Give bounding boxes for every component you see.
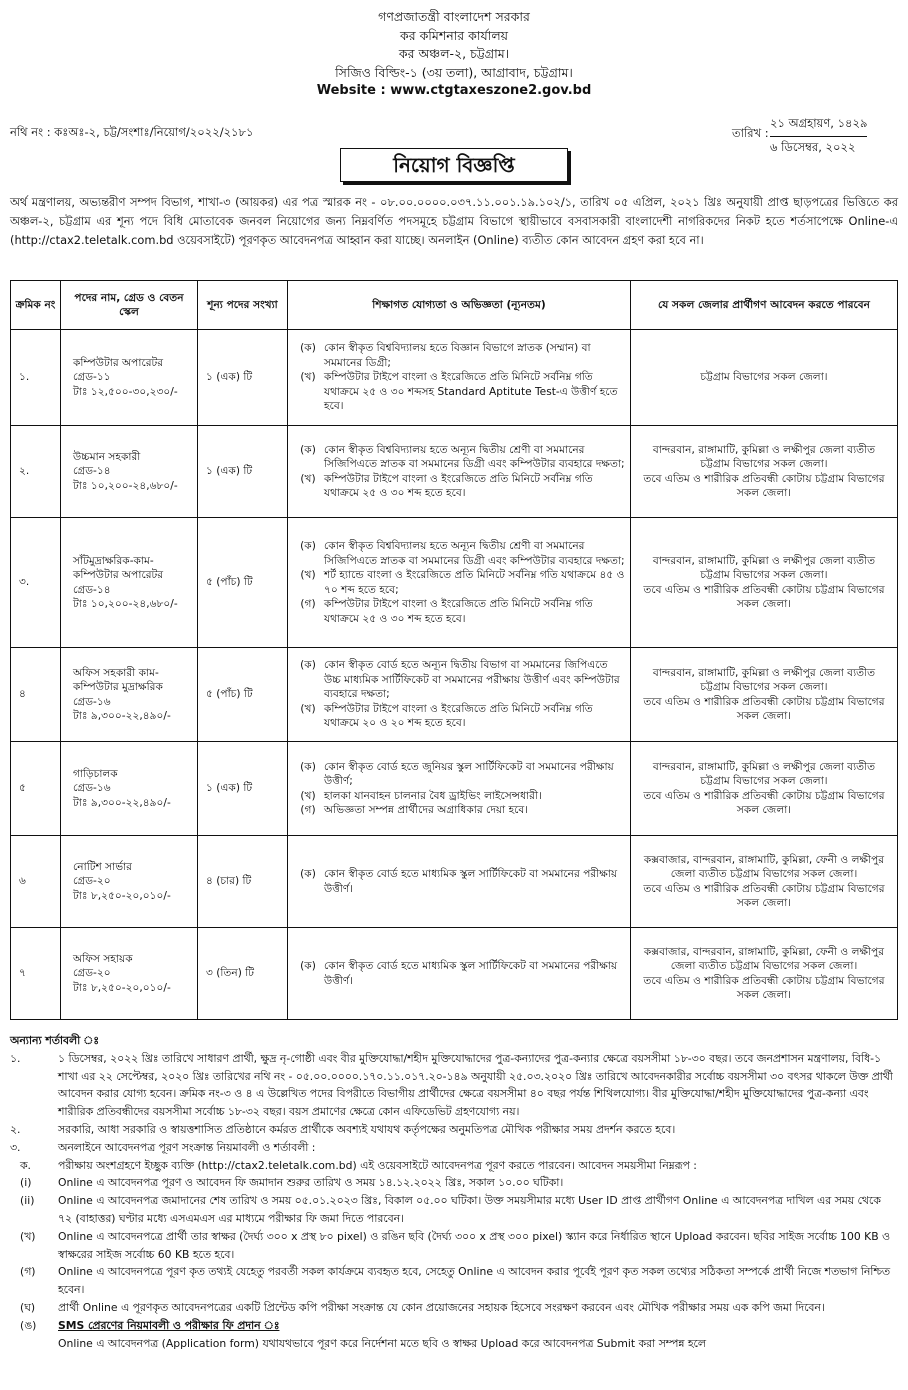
col-vacancy: শূন্য পদের সংখ্যা <box>198 281 288 330</box>
term-1: ১. ১ ডিসেম্বর, ২০২২ খ্রিঃ তারিখে সাধারণ প্রার্থী, ক্ষুদ্র নৃ-গোষ্ঠী এবং বীর মুক্তিযোদ্ধা/শহীদ মুক্তিযোদ্ধাদের পুত্র-কন্যাদের পুত্র-কন্যার ক্ষেত্রে বয়সসীমা ১৮-৩০ বছর। তবে জনপ্রশাসন মন্ত্রণালয়, বিধি-১ শাখা এর ২২ সেপ্টেম্বর, ২০২০ খ্রিঃ তারিখের নথি নং - ০৫.০০.০০০০.১৭০.১১.০১৭.২০-১৪৯ অনুযায়ী ২৫.০৩.২০২০ খ্রিঃ তারিখে আবেদনকারীর সর্বোচ্চ বয়সসীমা ৩০ বৎসর থাকলে উক্ত প্রার্থী আবেদন করার যোগ্য হবেন। ক্রমিক নং-৩ ও ৪ এ উল্লেখিত পদের বিপরীতে বিভাগীয় প্রার্থীদের ক্ষেত্রে বয়সসীমা ৪০ বছর পর্যন্ত শিথিলযোগ্য। বীর মুক্তিযোদ্ধা/শহীদ মুক্তিযোদ্ধাদের পুত্র-কন্যা এবং শারীরিক প্রতিবন্ধীদের বয়সসীমা সর্বোচ্চ ১৮-৩২ বছর। বয়স প্রমাণের ক্ষেত্রে কোন এফিডেভিট গ্রহণযোগ্য নয়। <box>10 1050 898 1121</box>
date-bangla: ২১ অগ্রহায়ণ, ১৪২৯ <box>770 115 867 137</box>
zone-name: কর অঞ্চল-২, চট্টগ্রাম। <box>398 46 510 61</box>
post-grade: গ্রেড-১৬ <box>73 695 111 708</box>
term-3-ka: ক. পরীক্ষায় অংশগ্রহণে ইচ্ছুক ব্যক্তি (http://ctax2.teletalk.com.bd) এই ওয়েবসাইটে আবেদনপত্র পূরণ করতে পারবেন। আবেদন সময়সীমা নিম্নরূপ : <box>10 1157 898 1175</box>
serial-cell: ৩. <box>11 518 61 648</box>
post-grade: গ্রেড-২০ <box>73 875 111 888</box>
post-cell <box>61 330 198 426</box>
term-3-uo: (ঙ) SMS প্রেরণের নিয়মাবলী ও পরীক্ষার ফি প্রদান ঃ <box>10 1317 898 1335</box>
post-cell <box>61 928 198 1020</box>
serial-cell: ১. <box>11 330 61 426</box>
table-row <box>11 742 898 836</box>
date-block <box>732 115 868 158</box>
term-3-kha-text: Online এ আবেদনপত্রে প্রার্থী তার স্বাক্ষর (দৈর্ঘ্য ৩০০ x প্রস্থ ৮০ pixel) ও রঙিন ছবি (দৈর্ঘ্য ৩০০ x প্রস্থ ৩০০ pixel) স্ক্যান করে নির্ধারিত স্থানে Upload করবেন। ছবির সাইজ সর্বোচ্চ 100 KB ও স্বাক্ষরের সাইজ সর্বোচ্চ 60 KB হতে হবে। <box>58 1229 890 1261</box>
district-text: বান্দরবান, রাঙ্গামাটি, কুমিল্লা ও লক্ষীপুর জেলা ব্যতীত চট্টগ্রাম বিভাগের সকল জেলা। <box>652 443 876 470</box>
term-2-text: সরকারি, আধা সরকারি ও স্বায়ত্তশাসিত প্রতিষ্ঠানে কর্মরত প্রার্থীকে অবশ্যই যথাযথ কর্তৃপক্ষের অনুমতিপত্র মৌখিক পরীক্ষার সময় প্রদর্শন করতে হবে। <box>58 1122 676 1136</box>
vacancy-cell: ১ (এক) টি <box>198 330 288 426</box>
qualification-item: (ক) কোন স্বীকৃত বোর্ড হতে মাধ্যমিক স্কুল সার্টিফিকেট বা সমমানের পরীক্ষায় উত্তীর্ণ। <box>300 960 618 987</box>
post-name: কম্পিউটার অপারেটর <box>73 356 164 369</box>
term-3-gha: (ঘ) প্রার্থী Online এ পূরণকৃত আবেদনপত্রের একটি প্রিন্টেড কপি পরীক্ষা সংক্রান্ত যে কোন প্রয়োজনের সহায়ক হিসেবে সংরক্ষণ করবেন এবং মৌখিক পরীক্ষার সময় এক কপি জমা দিবেন। <box>10 1299 898 1317</box>
quota-text: তবে এতিম ও শারীরিক প্রতিবন্ধী কোটায় চট্টগ্রাম বিভাগের সকল জেলা। <box>643 583 885 610</box>
district-text: বান্দরবান, রাঙ্গামাটি, কুমিল্লা ও লক্ষীপুর জেলা ব্যতীত চট্টগ্রাম বিভাগের সকল জেলা। <box>652 760 876 787</box>
post-grade: গ্রেড-১৪ <box>73 583 111 596</box>
district-cell <box>631 928 898 1020</box>
quota-text: তবে এতিম ও শারীরিক প্রতিবন্ধী কোটায় চট্টগ্রাম বিভাগের সকল জেলা। <box>643 882 885 909</box>
post-pay: টাঃ ৯,৩০০-২২,৪৯০/- <box>73 796 171 809</box>
table-row <box>11 518 898 648</box>
district-text: কক্সবাজার, বান্দরবান, রাঙ্গামাটি, কুমিল্লা, ফেনী ও লক্ষীপুর জেলা ব্যতীত চট্টগ্রাম বিভাগের সকল জেলা। <box>643 945 885 972</box>
qualification-cell <box>288 426 631 518</box>
qualification-item: (খ) শর্ট হ্যান্ডে বাংলা ও ইংরেজিতে প্রতি মিনিটে সর্বনিম্ন গতি যথাক্রমে ৪৫ ও ৭০ শব্দ হতে হবে; <box>300 569 625 596</box>
term-3-ga-text: Online এ আবেদনপত্রে পূরণ কৃত তথ্যই যেহেতু পরবর্তী সকল কার্যক্রমে ব্যবহৃত হবে, সেহেতু Online এ আবেদন করার পূর্বেই পূরণ কৃত সকল তথ্যের সঠিকতা সম্পর্কে প্রার্থী নিজে শতভাগ নিশ্চিত হবেন। <box>58 1265 891 1297</box>
table-row <box>11 426 898 518</box>
post-grade: গ্রেড-১১ <box>73 371 111 384</box>
post-pay: টাঃ ১০,২০০-২৪,৬৮০/- <box>73 598 178 610</box>
district-cell <box>631 330 898 426</box>
vacancy-cell: ৩ (তিন) টি <box>198 928 288 1020</box>
other-terms-heading: অন্যান্য শর্তাবলী ঃ <box>10 1034 100 1047</box>
office-header <box>0 8 908 101</box>
term-3-ii: (ii) Online এ আবেদনপত্র জমাদানের শেষ তারিখ ও সময় ০৫.০১.২০২৩ খ্রিঃ, বিকাল ০৫.০০ ঘটিকা। উক্ত সময়সীমার মধ্যে User ID প্রাপ্ত প্রার্থীগণ Online এ আবেদনপত্র দাখিল এর সময় থেকে ৭২ (বাহাত্তর) ঘণ্টার মধ্যে এসএমএস এর মাধ্যমে পরীক্ষার ফি জমা দিতে পারবেন। <box>10 1192 898 1228</box>
serial-cell: ৬ <box>11 836 61 928</box>
notice-title: নিয়োগ বিজ্ঞপ্তি <box>340 148 568 182</box>
qualification-item: (গ) অভিজ্ঞতা সম্পন্ন প্রার্থীদের অগ্রাধিকার দেয়া হবে। <box>300 804 529 816</box>
post-cell <box>61 648 198 742</box>
govt-name: গণপ্রজাতন্ত্রী বাংলাদেশ সরকার <box>378 9 530 24</box>
district-text: চট্টগ্রাম বিভাগের সকল জেলা। <box>700 371 828 384</box>
vacancy-cell: ১ (এক) টি <box>198 426 288 518</box>
qualification-item: (খ) কম্পিউটার টাইপে বাংলা ও ইংরেজিতে প্রতি মিনিটে সর্বনিম্ন গতি যথাক্রমে ২৫ ও ৩০ শব্দসহ Standard Aptitute Test-এ উত্তীর্ণ হতে হবে। <box>300 371 618 413</box>
sms-text-row <box>10 1335 898 1353</box>
post-name: নোটিশ সার্ভার <box>73 860 132 873</box>
serial-cell: ২. <box>11 426 61 518</box>
qualification-item: (ক) কোন স্বীকৃত বিশ্ববিদ্যালয় হতে অন্যূন দ্বিতীয় শ্রেণী বা সমমানের সিজিপিএতে স্নাতক বা সমমানের ডিগ্রী এবং কম্পিউটার ব্যবহারে দক্ষতা; <box>300 443 625 470</box>
col-qualification: শিক্ষাগত যোগ্যতা ও অভিজ্ঞতা (ন্যূনতম) <box>288 281 631 330</box>
serial-cell: ৭ <box>11 928 61 1020</box>
serial-cell: ৫ <box>11 742 61 836</box>
district-cell <box>631 518 898 648</box>
qualification-item: (ক) কোন স্বীকৃত বিশ্ববিদ্যালয় হতে অন্যূন দ্বিতীয় শ্রেণী বা সমমানের সিজিপিএতে স্নাতক বা সমমানের ডিগ্রী এবং কম্পিউটার ব্যবহারে দক্ষতা; <box>300 540 625 567</box>
qualification-item: (খ) কম্পিউটার টাইপে বাংলা ও ইংরেজিতে প্রতি মিনিটে সর্বনিম্ন গতি যথাক্রমে ২৫ ও ৩০ শব্দ হতে হবে। <box>300 472 593 499</box>
post-pay: টাঃ ৮,২৫০-২০,০১০/- <box>73 981 171 994</box>
district-text: বান্দরবান, রাঙ্গামাটি, কুমিল্লা ও লক্ষীপুর জেলা ব্যতীত চট্টগ্রাম বিভাগের সকল জেলা। <box>652 554 876 581</box>
date-label: তারিখ : <box>732 126 769 140</box>
post-pay: টাঃ ১২,৫০০-৩০,২৩০/- <box>73 385 178 398</box>
quota-text: তবে এতিম ও শারীরিক প্রতিবন্ধী কোটায় চট্টগ্রাম বিভাগের সকল জেলা। <box>643 789 885 816</box>
post-name: সাঁটমুদ্রাক্ষরিক-কাম-কম্পিউটার অপারেটর <box>73 554 164 581</box>
post-cell <box>61 426 198 518</box>
qualification-item: (খ) কম্পিউটার টাইপে বাংলা ও ইংরেজিতে প্রতি মিনিটে সর্বনিম্ন গতি যথাক্রমে ২০ ও ২০ শব্দ হতে হবে। <box>300 702 593 730</box>
post-cell <box>61 742 198 836</box>
term-1-text: ১ ডিসেম্বর, ২০২২ খ্রিঃ তারিখে সাধারণ প্রার্থী, ক্ষুদ্র নৃ-গোষ্ঠী এবং বীর মুক্তিযোদ্ধা/শহীদ মুক্তিযোদ্ধাদের পুত্র-কন্যাদের পুত্র-কন্যার ক্ষেত্রে বয়সসীমা ১৮-৩০ বছর। তবে জনপ্রশাসন মন্ত্রণালয়, বিধি-১ শাখা এর ২২ সেপ্টেম্বর, ২০২০ খ্রিঃ তারিখের নথি নং - ০৫.০০.০০০০.১৭০.১১.০১৭.২০-১৪৯ অনুযায়ী ২৫.০৩.২০২০ খ্রিঃ তারিখে আবেদনকারীর সর্বোচ্চ বয়সসীমা ৩০ বৎসর থাকলে উক্ত প্রার্থী আবেদন করার যোগ্য হবেন। ক্রমিক নং-৩ ও ৪ এ উল্লেখিত পদের বিপরীতে বিভাগীয় প্রার্থীদের ক্ষেত্রে বয়সসীমা ৪০ বছর পর্যন্ত শিথিলযোগ্য। বীর মুক্তিযোদ্ধা/শহীদ মুক্তিযোদ্ধাদের পুত্র-কন্যা এবং শারীরিক প্রতিবন্ধীদের বয়সসীমা সর্বোচ্চ ১৮-৩২ বছর। বয়স প্রমাণের ক্ষেত্রে কোন এফিডেভিট গ্রহণযোগ্য নয়। <box>58 1051 893 1119</box>
term-3-i: (i) Online এ আবেদনপত্র পূরণ ও আবেদন ফি জমাদান শুরুর তারিখ ও সময় ১৪.১২.২০২২ খ্রিঃ, সকাল ১০.০০ ঘটিকা। <box>10 1174 898 1192</box>
term-3-i-text: Online এ আবেদনপত্র পূরণ ও আবেদন ফি জমাদান শুরুর তারিখ ও সময় ১৪.১২.২০২২ খ্রিঃ, সকাল ১০.০০ ঘটিকা। <box>58 1176 564 1190</box>
date-english: ৬ ডিসেম্বর, ২০২২ <box>770 140 856 154</box>
term-3: ৩. অনলাইনে আবেদনপত্র পূরণ সংক্রান্ত নিয়মাবলী ও শর্তাবলী : <box>10 1139 898 1157</box>
post-name: উচ্চমান সহকারী <box>73 450 141 463</box>
sms-text: Online এ আবেদনপত্র (Application form) যথাযথভাবে পূরণ করে নির্দেশনা মতে ছবি ও স্বাক্ষর Upload করে আবেদনপত্র Submit করা সম্পন্ন হলে <box>58 1336 706 1350</box>
term-2: ২. সরকারি, আধা সরকারি ও স্বায়ত্তশাসিত প্রতিষ্ঠানে কর্মরত প্রার্থীকে অবশ্যই যথাযথ কর্তৃপক্ষের অনুমতিপত্র মৌখিক পরীক্ষার সময় প্রদর্শন করতে হবে। <box>10 1121 898 1139</box>
qualification-cell <box>288 518 631 648</box>
memo-number: নথি নং : কঃঅঃ-২, চট্ট/সংশাঃ/নিয়োগ/২০২২/২১৮১ <box>10 125 254 139</box>
other-terms <box>10 1032 898 1352</box>
table-row <box>11 330 898 426</box>
district-cell <box>631 742 898 836</box>
table-row <box>11 836 898 928</box>
qualification-item: (ক) কোন স্বীকৃত বোর্ড হতে মাধ্যমিক স্কুল সার্টিফিকেট বা সমমানের পরীক্ষায় উত্তীর্ণ। <box>300 868 618 895</box>
office-address: সিজিও বিল্ডিং-১ (৩য় তলা), আগ্রাবাদ, চট্টগ্রাম। <box>335 64 573 80</box>
post-cell <box>61 518 198 648</box>
quota-text: তবে এতিম ও শারীরিক প্রতিবন্ধী কোটায় চট্টগ্রাম বিভাগের সকল জেলা। <box>643 472 885 499</box>
post-name: গাড়িচালক <box>73 767 118 780</box>
website-line: Website : www.ctgtaxeszone2.gov.bd <box>316 83 592 98</box>
vacancy-cell: ৪ (চার) টি <box>198 836 288 928</box>
post-pay: টাঃ ৯,৩০০-২২,৪৯০/- <box>73 710 171 722</box>
vacancy-table <box>10 280 898 1020</box>
col-serial: ক্রমিক নং <box>11 281 61 330</box>
qualification-item: (ক) কোন স্বীকৃত বোর্ড হতে জুনিয়র স্কুল সার্টিফিকেট বা সমমানের পরীক্ষায় উত্তীর্ণ; <box>300 760 614 787</box>
vacancy-cell: ১ (এক) টি <box>198 742 288 836</box>
table-row <box>11 648 898 742</box>
district-cell <box>631 836 898 928</box>
term-3-gha-text: প্রার্থী Online এ পূরণকৃত আবেদনপত্রের একটি প্রিন্টেড কপি পরীক্ষা সংক্রান্ত যে কোন প্রয়োজনের সহায়ক হিসেবে সংরক্ষণ করবেন এবং মৌখিক পরীক্ষার সময় এক কপি জমা দিবেন। <box>58 1300 825 1314</box>
district-text: কক্সবাজার, বান্দরবান, রাঙ্গামাটি, কুমিল্লা, ফেনী ও লক্ষীপুর জেলা ব্যতীত চট্টগ্রাম বিভাগের সকল জেলা। <box>643 853 885 880</box>
term-3-kha: (খ) Online এ আবেদনপত্রে প্রার্থী তার স্বাক্ষর (দৈর্ঘ্য ৩০০ x প্রস্থ ৮০ pixel) ও রঙিন ছবি (দৈর্ঘ্য ৩০০ x প্রস্থ ৩০০ pixel) স্ক্যান করে নির্ধারিত স্থানে Upload করবেন। ছবির সাইজ সর্বোচ্চ 100 KB ও স্বাক্ষরের সাইজ সর্বোচ্চ 60 KB হতে হবে। <box>10 1228 898 1264</box>
intro-paragraph: অর্থ মন্ত্রণালয়, অভ্যন্তরীণ সম্পদ বিভাগ, শাখা-৩ (আয়কর) এর পত্র স্মারক নং - ০৮.০০.০০০০.০৩৭.১১.০০১.১৯.১০২/১, তারিখ ০৫ এপ্রিল, ২০২১ খ্রিঃ অনুযায়ী প্রাপ্ত ছাড়পত্রের ভিত্তিতে কর অঞ্চল-২, চট্টগ্রাম এর শূন্য পদে বিধি মোতাবেক জনবল নিয়োগের জন্য নিম্নবর্ণিত পদসমূহে চট্টগ্রাম বিভাগে স্থায়ীভাবে বসবাসকারী বাংলাদেশী নাগরিকদের নিকট হতে শর্তসাপেক্ষে Online-এ (http://ctax2.teletalk.com.bd ওয়েবসাইটে) পূরণকৃত আবেদনপত্র আহ্বান করা যাচ্ছে। অনলাইন (Online) ব্যতীত কোন আবেদন গ্রহণ করা হবে না। <box>10 195 898 247</box>
term-3-ka-text: পরীক্ষায় অংশগ্রহণে ইচ্ছুক ব্যক্তি (http://ctax2.teletalk.com.bd) এই ওয়েবসাইটে আবেদনপত্র পূরণ করতে পারবেন। আবেদন সময়সীমা নিম্নরূপ : <box>58 1158 697 1172</box>
qualification-item: (গ) কম্পিউটার টাইপে বাংলা ও ইংরেজিতে প্রতি মিনিটে সর্বনিম্ন গতি যথাক্রমে ২৫ ও ৩০ শব্দ হতে হবে। <box>300 598 593 625</box>
post-grade: গ্রেড-১৬ <box>73 782 111 795</box>
quota-text: তবে এতিম ও শারীরিক প্রতিবন্ধী কোটায় চট্টগ্রাম বিভাগের সকল জেলা। <box>643 974 885 1001</box>
qualification-item: (ক) কোন স্বীকৃত বিশ্ববিদ্যালয় হতে বিজ্ঞান বিভাগে স্নাতক (সম্মান) বা সমমানের ডিগ্রী; <box>300 342 591 369</box>
vacancy-cell: ৫ (পাঁচ) টি <box>198 518 288 648</box>
vacancy-cell: ৫ (পাঁচ) টি <box>198 648 288 742</box>
term-3-text: অনলাইনে আবেদনপত্র পূরণ সংক্রান্ত নিয়মাবলী ও শর্তাবলী : <box>58 1140 316 1154</box>
qualification-cell <box>288 330 631 426</box>
table-header-row <box>11 281 898 330</box>
qualification-cell <box>288 742 631 836</box>
term-3-ga: (গ) Online এ আবেদনপত্রে পূরণ কৃত তথ্যই যেহেতু পরবর্তী সকল কার্যক্রমে ব্যবহৃত হবে, সেহেতু Online এ আবেদন করার পূর্বেই পূরণ কৃত সকল তথ্যের সঠিকতা সম্পর্কে প্রার্থী নিজে শতভাগ নিশ্চিত হবেন। <box>10 1263 898 1299</box>
post-name: অফিস সহকারী কাম-কম্পিউটার মুদ্রাক্ষরিক <box>73 666 163 693</box>
col-districts: যে সকল জেলার প্রার্থীগণ আবেদন করতে পারবেন <box>631 281 898 330</box>
post-pay: টাঃ ১০,২০০-২৪,৬৮০/- <box>73 479 178 492</box>
qualification-cell <box>288 648 631 742</box>
post-pay: টাঃ ৮,২৫০-২০,০১০/- <box>73 889 171 902</box>
post-cell <box>61 836 198 928</box>
qualification-item: (ক) কোন স্বীকৃত বোর্ড হতে অন্যূন দ্বিতীয় বিভাগ বা সমমানের জিপিএতে উচ্চ মাধ্যমিক সার্টিফিকেট বা সমমানের পরীক্ষায় উত্তীর্ণ এবং কম্পিউটার ব্যবহারে দক্ষতা; <box>300 659 620 701</box>
qualification-item: (খ) হালকা যানবাহন চালনার বৈধ ড্রাইভিং লাইসেন্সধারী। <box>300 789 542 802</box>
district-text: বান্দরবান, রাঙ্গামাটি, কুমিল্লা ও লক্ষীপুর জেলা ব্যতীত চট্টগ্রাম বিভাগের সকল জেলা। <box>652 666 876 693</box>
post-name: অফিস সহায়ক <box>73 952 133 965</box>
table-row <box>11 928 898 1020</box>
office-name: কর কমিশনার কার্যালয় <box>399 27 509 43</box>
qualification-cell <box>288 928 631 1020</box>
term-3-ii-text: Online এ আবেদনপত্র জমাদানের শেষ তারিখ ও সময় ০৫.০১.২০২৩ খ্রিঃ, বিকাল ০৫.০০ ঘটিকা। উক্ত সময়সীমার মধ্যে User ID প্রাপ্ত প্রার্থীগণ Online এ আবেদনপত্র দাখিল এর সময় থেকে ৭২ (বাহাত্তর) ঘণ্টার মধ্যে এসএমএস এর মাধ্যমে পরীক্ষার ফি জমা দিতে পারবেন। <box>58 1194 881 1225</box>
serial-cell: ৪ <box>11 648 61 742</box>
post-grade: গ্রেড-১৪ <box>73 465 111 478</box>
quota-text: তবে এতিম ও শারীরিক প্রতিবন্ধী কোটায় চট্টগ্রাম বিভাগের সকল জেলা। <box>643 695 885 722</box>
district-cell <box>631 648 898 742</box>
post-grade: গ্রেড-২০ <box>73 967 111 980</box>
col-post: পদের নাম, গ্রেড ও বেতন স্কেল <box>61 281 198 330</box>
qualification-cell <box>288 836 631 928</box>
sms-heading: SMS প্রেরণের নিয়মাবলী ও পরীক্ষার ফি প্রদান ঃ <box>58 1318 280 1332</box>
district-cell <box>631 426 898 518</box>
